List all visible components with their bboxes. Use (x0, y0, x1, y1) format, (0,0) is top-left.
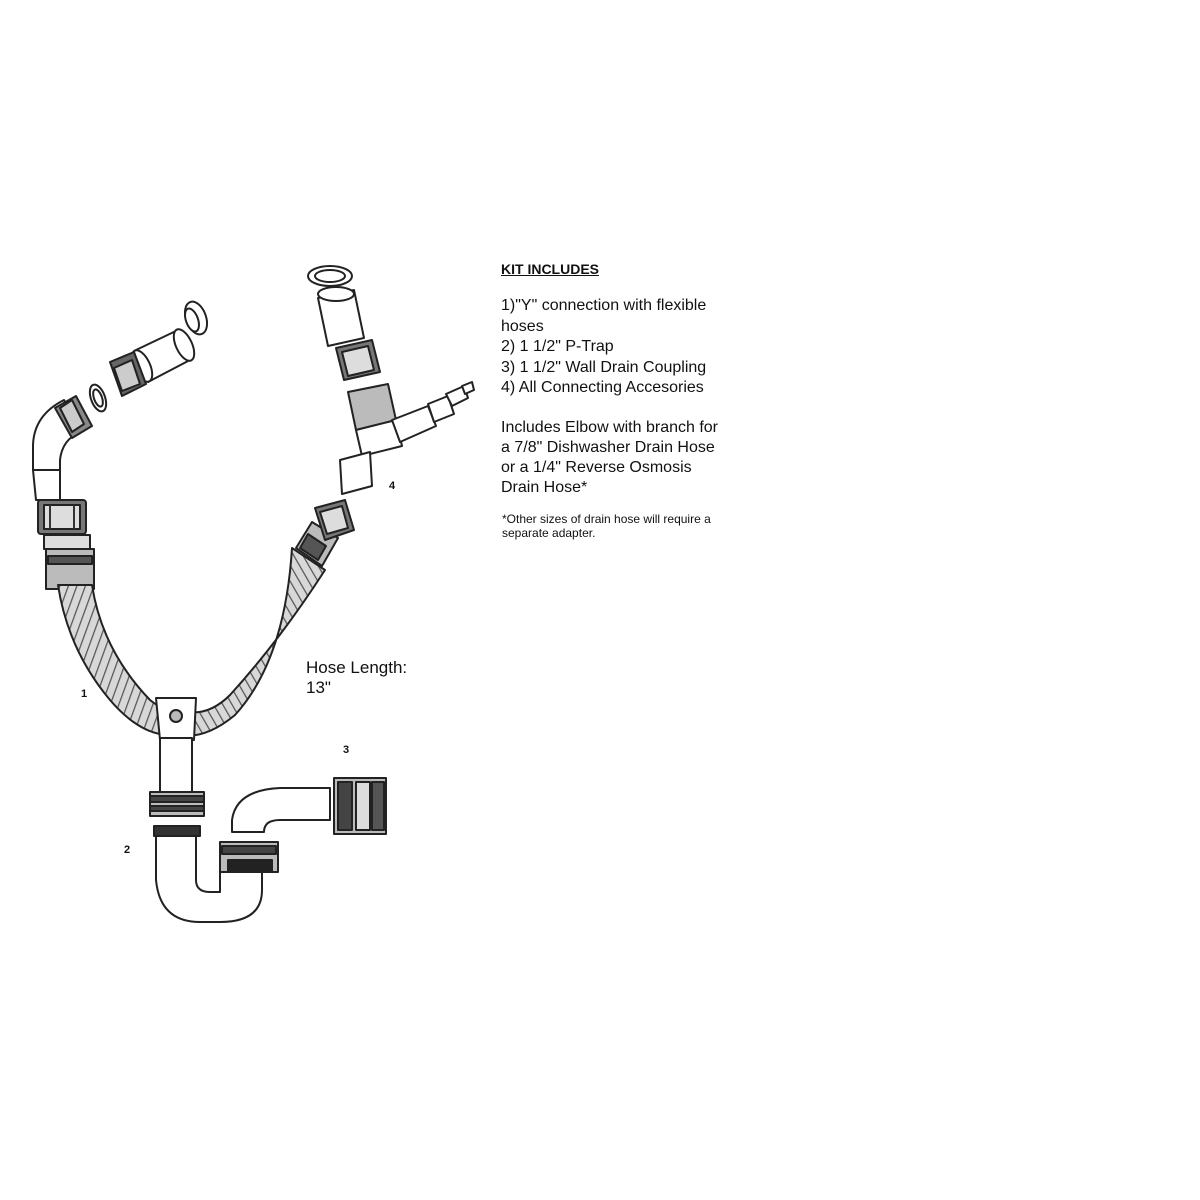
right-top-washer (308, 266, 352, 286)
right-tailpiece-tube (318, 287, 364, 346)
kit-items-list (501, 296, 706, 399)
kit-includes-heading: KIT INCLUDES (501, 261, 599, 277)
kit-item: hoses (501, 317, 544, 335)
left-elbow (33, 396, 92, 500)
p-trap-j-bend (232, 788, 330, 832)
footnote-line: separate adapter. (502, 526, 596, 540)
kit-item: 3) 1 1/2" Wall Drain Coupling (501, 358, 707, 376)
p-trap-lower-nut (220, 842, 278, 872)
p-trap-washer (154, 826, 200, 836)
kit-item: 4) All Connecting Accesories (501, 379, 704, 396)
part-number-2: 2 (124, 844, 131, 856)
left-coupling-nut (38, 500, 86, 534)
p-trap-top-nut (150, 792, 204, 816)
part-number-1: 1 (81, 688, 88, 700)
footnote-line: *Other sizes of drain hose will require a (502, 512, 711, 526)
kit-item: 2) 1 1/2" P-Trap (501, 338, 614, 355)
note-line: or a 1/4" Reverse Osmosis (501, 459, 692, 476)
includes-elbow-note (501, 418, 718, 498)
part-number-3: 3 (343, 744, 350, 756)
right-flex-hose (178, 548, 325, 736)
y-junction (156, 698, 196, 740)
right-elbow-branch (340, 382, 474, 494)
y-tailpiece (160, 738, 192, 793)
note-line: Drain Hose* (501, 479, 588, 496)
left-hose-collar (44, 535, 94, 589)
drain-hose-footnote (502, 512, 711, 540)
note-line: a 7/8" Dishwasher Drain Hose (501, 439, 715, 456)
kit-item: 1)"Y" connection with flexible (501, 297, 707, 314)
hose-length-label (306, 658, 407, 698)
hose-length-title: Hose Length: (306, 658, 408, 677)
note-line: Includes Elbow with branch for (501, 419, 718, 436)
part-number-4: 4 (389, 480, 396, 492)
wall-drain-coupling (334, 778, 386, 834)
right-slip-nut (336, 340, 380, 380)
left-washer-small (87, 382, 110, 413)
hose-length-value: 13" (306, 678, 331, 697)
